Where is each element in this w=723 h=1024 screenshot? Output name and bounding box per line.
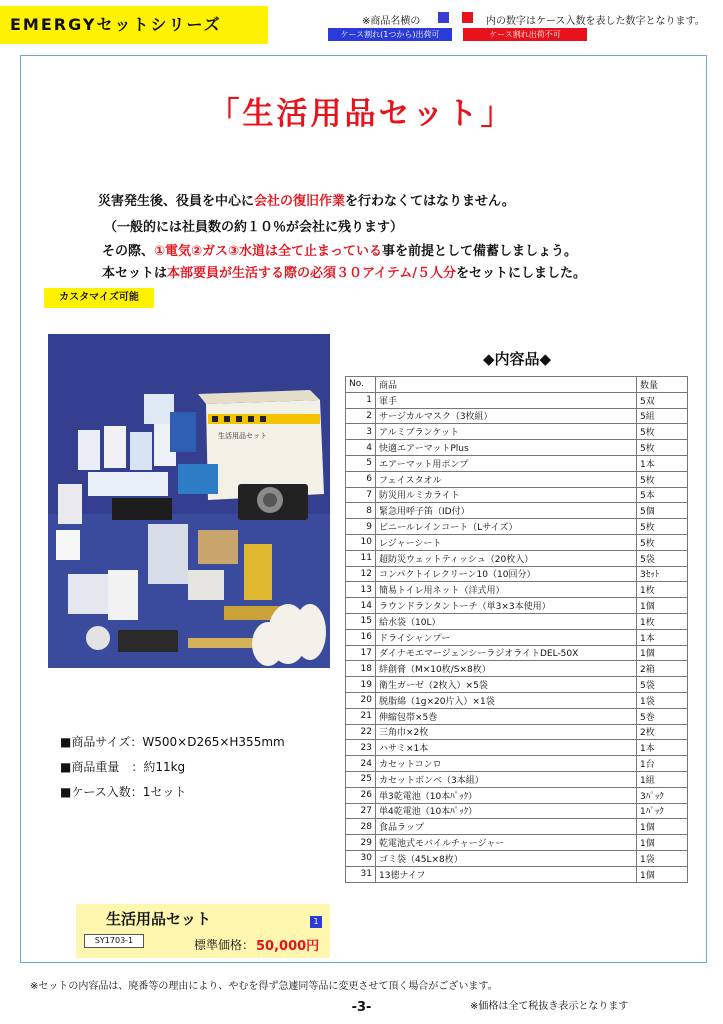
row-number: 29 [346, 835, 376, 851]
row-number: 17 [346, 645, 376, 661]
table-row [346, 471, 688, 487]
row-number: 1 [346, 392, 376, 408]
table-row [346, 408, 688, 424]
intro-highlight: 会社の復旧作業 [254, 194, 346, 209]
row-item: レジャーシート [376, 534, 637, 550]
row-item: アルミブランケット [376, 424, 637, 440]
row-quantity: 1個 [637, 819, 688, 835]
row-number: 16 [346, 629, 376, 645]
row-number: 5 [346, 455, 376, 471]
row-item: ビニールレインコート（Lサイズ） [376, 519, 637, 535]
row-item: 防災用ルミカライト [376, 487, 637, 503]
row-item: ラウンドランタントーチ（単3×3本使用） [376, 598, 637, 614]
row-quantity: 5袋 [637, 677, 688, 693]
table-row [346, 835, 688, 851]
row-item: 快適エアーマットPlus [376, 440, 637, 456]
table-row [346, 582, 688, 598]
row-number: 9 [346, 519, 376, 535]
table-row [346, 440, 688, 456]
customize-badge: カスタマイズ可能 [44, 288, 154, 308]
row-quantity: 5枚 [637, 424, 688, 440]
row-quantity: 1袋 [637, 850, 688, 866]
row-number: 18 [346, 661, 376, 677]
row-quantity: 2箱 [637, 661, 688, 677]
price-value: 50,000円 [256, 939, 320, 954]
legend-blue-square [438, 12, 449, 23]
row-number: 22 [346, 724, 376, 740]
box-label: 生活用品セット [218, 432, 267, 440]
row-quantity: 1本 [637, 740, 688, 756]
case-count-badge: 1 [310, 916, 322, 928]
row-item: 乾電池式モバイルチャージャー [376, 835, 637, 851]
intro-text: その際、 [102, 244, 155, 259]
row-item: 超防災ウェットティッシュ（20枚入） [376, 550, 637, 566]
intro-text: をセットにしました。 [455, 266, 586, 281]
row-number: 12 [346, 566, 376, 582]
intro-text: 災害発生後、役員を中心に [98, 194, 255, 209]
product-name: 生活用品セット [106, 910, 212, 928]
row-quantity: 5個 [637, 503, 688, 519]
row-number: 10 [346, 534, 376, 550]
row-item: フェイスタオル [376, 471, 637, 487]
table-row [346, 487, 688, 503]
page-number: -3- [351, 1000, 372, 1015]
spec-size: ■商品サイズ：W500×D265×H355mm [60, 735, 285, 749]
intro-highlight: ①電気②ガス③水道は全て止まっている [154, 244, 383, 259]
row-number: 4 [346, 440, 376, 456]
legend-red-square [462, 12, 473, 23]
page-title: 「生活用品セット」 [208, 96, 515, 132]
row-number: 14 [346, 598, 376, 614]
intro-text: 事を前提として備蓄しましょう。 [382, 244, 578, 259]
legend-red-label: ケース割れ出荷不可 [463, 28, 587, 41]
row-item: 単3乾電池（10本ﾊﾟｯｸ） [376, 787, 637, 803]
row-item: 伸縮包帯×5巻 [376, 708, 637, 724]
row-item: 緊急用呼子笛（ID付） [376, 503, 637, 519]
row-item: カセットボンベ（3本組） [376, 771, 637, 787]
series-title: EMERGYセットシリーズ [0, 6, 268, 44]
row-item: ハサミ×1本 [376, 740, 637, 756]
table-row [346, 503, 688, 519]
row-quantity: 1枚 [637, 582, 688, 598]
footer-note: ※セットの内容品は、廃番等の理由により、やむを得ず急遽同等品に変更させて頂く場合がございます。 [30, 981, 498, 992]
row-quantity: 1個 [637, 598, 688, 614]
intro-line-3 [102, 240, 577, 259]
row-quantity: 5枚 [637, 440, 688, 456]
row-number: 30 [346, 850, 376, 866]
table-row [346, 803, 688, 819]
row-number: 19 [346, 677, 376, 693]
table-row [346, 677, 688, 693]
row-quantity: 1本 [637, 455, 688, 471]
row-quantity: 1台 [637, 756, 688, 772]
table-row [346, 392, 688, 408]
table-row [346, 534, 688, 550]
row-number: 20 [346, 692, 376, 708]
row-number: 6 [346, 471, 376, 487]
table-row [346, 724, 688, 740]
row-quantity: 1本 [637, 629, 688, 645]
spec-weight: ■商品重量 ：約11kg [60, 760, 186, 774]
table-row [346, 771, 688, 787]
table-row [346, 598, 688, 614]
intro-highlight: 本部要員が生活する際の必須３０アイテム/５人分 [167, 266, 456, 281]
row-number: 31 [346, 866, 376, 882]
table-row [346, 519, 688, 535]
row-number: 7 [346, 487, 376, 503]
intro-line-2: （一般的には社員数の約１０％が会社に残ります） [104, 220, 404, 235]
spec-case: ■ケース入数：1セット [60, 785, 187, 799]
intro-text: 本セットは [102, 266, 168, 281]
row-item: 衛生ガーゼ（2枚入）×5袋 [376, 677, 637, 693]
contents-heading: ◆内容品◆ [482, 350, 552, 368]
table-row [346, 850, 688, 866]
row-item: 脱脂綿（1g×20片入）×1袋 [376, 692, 637, 708]
table-row [346, 645, 688, 661]
table-row [346, 708, 688, 724]
row-item: サージカルマスク（3枚組） [376, 408, 637, 424]
price-label: 標準価格： [194, 938, 255, 952]
table-row [346, 613, 688, 629]
table-row [346, 424, 688, 440]
row-quantity: 3ｾｯﾄ [637, 566, 688, 582]
row-quantity: 1組 [637, 771, 688, 787]
table-row [346, 819, 688, 835]
row-item: ゴミ袋（45L×8枚） [376, 850, 637, 866]
intro-line-1 [98, 190, 515, 209]
row-item: 簡易トイレ用ネット（洋式用） [376, 582, 637, 598]
legend-tail: 内の数字はケース入数を表した数字となります。 [486, 16, 705, 27]
row-number: 27 [346, 803, 376, 819]
legend-blue-label: ケース割れ(1つから)出荷可 [328, 28, 452, 41]
row-item: 食品ラップ [376, 819, 637, 835]
row-number: 3 [346, 424, 376, 440]
table-row [346, 629, 688, 645]
row-number: 21 [346, 708, 376, 724]
row-number: 2 [346, 408, 376, 424]
row-quantity: 5枚 [637, 534, 688, 550]
table-row [346, 661, 688, 677]
table-row [346, 866, 688, 882]
product-box [76, 904, 330, 958]
row-item: 三角巾×2枚 [376, 724, 637, 740]
row-quantity: 5巻 [637, 708, 688, 724]
row-number: 8 [346, 503, 376, 519]
row-number: 11 [346, 550, 376, 566]
row-number: 26 [346, 787, 376, 803]
row-item: 13徳ナイフ [376, 866, 637, 882]
row-item: 軍手 [376, 392, 637, 408]
table-row [346, 756, 688, 772]
row-item: 単4乾電池（10本ﾊﾟｯｸ） [376, 803, 637, 819]
row-number: 24 [346, 756, 376, 772]
table-row [346, 550, 688, 566]
row-quantity: 1個 [637, 866, 688, 882]
row-quantity: 5双 [637, 392, 688, 408]
row-number: 13 [346, 582, 376, 598]
row-quantity: 5枚 [637, 519, 688, 535]
contents-table [345, 376, 688, 883]
product-photo [48, 334, 330, 668]
row-quantity: 2枚 [637, 724, 688, 740]
column-header-qty: 数量 [637, 377, 688, 393]
table-row [346, 692, 688, 708]
intro-line-4 [102, 262, 586, 281]
table-row [346, 455, 688, 471]
row-quantity: 1個 [637, 835, 688, 851]
row-number: 15 [346, 613, 376, 629]
row-quantity: 5枚 [637, 471, 688, 487]
row-item: カセットコンロ [376, 756, 637, 772]
intro-text: を行わなくてはなりません。 [345, 194, 515, 209]
row-quantity: 1ﾊﾟｯｸ [637, 803, 688, 819]
row-item: 給水袋（10L） [376, 613, 637, 629]
column-header-no: No. [346, 377, 376, 393]
row-number: 23 [346, 740, 376, 756]
row-item: エアーマット用ポンプ [376, 455, 637, 471]
row-item: 絆創膏（M×10枚/S×8枚） [376, 661, 637, 677]
table-row [346, 740, 688, 756]
row-quantity: 1袋 [637, 692, 688, 708]
row-quantity: 3ﾊﾟｯｸ [637, 787, 688, 803]
table-row [346, 566, 688, 582]
row-quantity: 1個 [637, 645, 688, 661]
row-number: 28 [346, 819, 376, 835]
row-quantity: 5組 [637, 408, 688, 424]
table-row [346, 787, 688, 803]
table-header-row [346, 377, 688, 393]
row-quantity: 5本 [637, 487, 688, 503]
column-header-item: 商品 [376, 377, 637, 393]
tax-note: ※価格は全て税抜き表示となります [470, 1001, 629, 1012]
row-item: ドライシャンプー [376, 629, 637, 645]
row-item: コンパクトイレクリーン10（10回分） [376, 566, 637, 582]
row-number: 25 [346, 771, 376, 787]
legend-note: ※商品名横の [362, 16, 421, 27]
product-code: SY1703-1 [84, 934, 144, 948]
row-quantity: 1枚 [637, 613, 688, 629]
row-item: ダイナモエマージェンシーラジオライトDEL-50X [376, 645, 637, 661]
row-quantity: 5袋 [637, 550, 688, 566]
